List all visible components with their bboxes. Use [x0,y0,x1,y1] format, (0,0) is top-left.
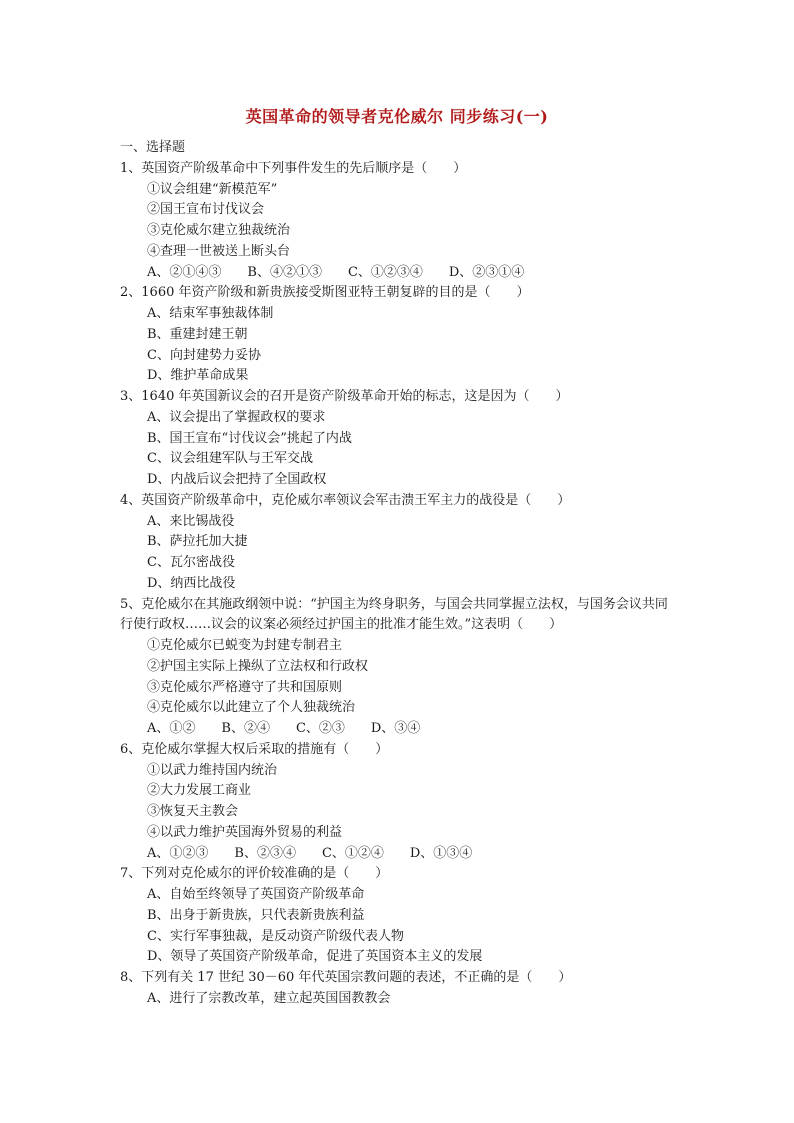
question-option: D、内战后议会把持了全国政权 [147,472,327,487]
question-option: B、萨拉托加大捷 [147,534,248,550]
question-option: A、进行了宗教改革，建立起英国国教教会 [147,990,391,1006]
exercise-body [120,138,680,1010]
question-option: ①克伦威尔已蜕变为封建专制君主 [147,638,343,653]
question-option: ①以武力维持国内统治 [147,762,278,778]
question-stem: 8、下列有关 17 世纪 30－60 年代英国宗教问题的表述，不正确的是（ ） [120,970,572,985]
question-option: A、自始至终领导了英国资产阶级革命 [147,887,365,902]
question-stem: 3、1640 年英国新议会的召开是资产阶级革命开始的标志，这是因为（ ） [120,389,569,404]
question-option: C、实行军事独裁，是反动资产阶级代表人物 [147,928,404,944]
question-option: B、国王宣布“讨伐议会”挑起了内战 [147,430,352,446]
answer-choices: A、②①④③ B、④②①③ C、①②③④ D、②③①④ [147,264,525,280]
question-5 [120,595,680,740]
question-option: ②大力发展工商业 [147,783,252,799]
question-option: ④克伦威尔以此建立了个人独裁统治 [147,700,356,716]
question-2 [120,283,680,387]
question-option: ②国王宣布讨伐议会 [147,202,265,218]
question-7 [120,864,680,968]
question-option: ④以武力维护英国海外贸易的利益 [147,824,343,840]
section-heading: 一、选择题 [120,140,186,155]
question-3 [120,387,680,491]
question-option: ②护国主实际上操纵了立法权和行政权 [147,658,369,674]
answer-choices: A、①② B、②④ C、②③ D、③④ [147,721,421,736]
question-option: A、结束军事独裁体制 [147,306,274,321]
answer-choices: A、①②③ B、②③④ C、①②④ D、①③④ [147,845,473,861]
question-option: A、来比锡战役 [147,513,235,529]
question-option: C、瓦尔密战役 [147,555,235,570]
question-option: A、议会提出了掌握政权的要求 [147,409,326,425]
question-stem: 1、英国资产阶级革命中下列事件发生的先后顺序是（ ） [120,160,467,176]
question-option: ①议会组建“新模范军” [147,181,278,197]
question-stem: 2、1660 年资产阶级和新贵族接受斯图亚特王朝复辟的目的是（ ） [120,285,530,301]
page-title: 英国革命的领导者克伦威尔 同步练习(一) [245,107,549,126]
question-stem: 5、克伦威尔在其施政纲领中说：“护国主为终身职务，与国会共同掌握立法权，与国务会议共同行使行政权……议会的议案必须经过护国主的批准才能生效。”这表明（ ） [120,596,668,633]
question-option: C、向封建势力妥协 [147,347,261,363]
question-option: D、维护革命成果 [147,368,249,384]
question-stem: 7、下列对克伦威尔的评价较准确的是（ ） [120,866,389,882]
question-8 [120,968,680,1010]
question-option: C、议会组建军队与王军交战 [147,451,313,467]
question-option: B、出身于新贵族，只代表新贵族利益 [147,907,365,923]
question-1 [120,159,680,284]
question-stem: 6、克伦威尔掌握大权后采取的措施有（ ） [120,741,389,757]
question-option: ④查理一世被送上断头台 [147,243,291,259]
question-option: D、领导了英国资产阶级革命，促进了英国资本主义的发展 [147,949,483,965]
question-4 [120,491,680,595]
question-option: ③克伦威尔严格遵守了共和国原则 [147,679,343,695]
question-option: D、纳西比战役 [147,575,236,591]
question-option: ③恢复天主教会 [147,804,239,819]
question-stem: 4、英国资产阶级革命中，克伦威尔率领议会军击溃王军主力的战役是（ ） [120,492,571,508]
question-option: B、重建封建王朝 [147,326,248,342]
question-option: ③克伦威尔建立独裁统治 [147,223,291,238]
question-6 [120,740,680,865]
